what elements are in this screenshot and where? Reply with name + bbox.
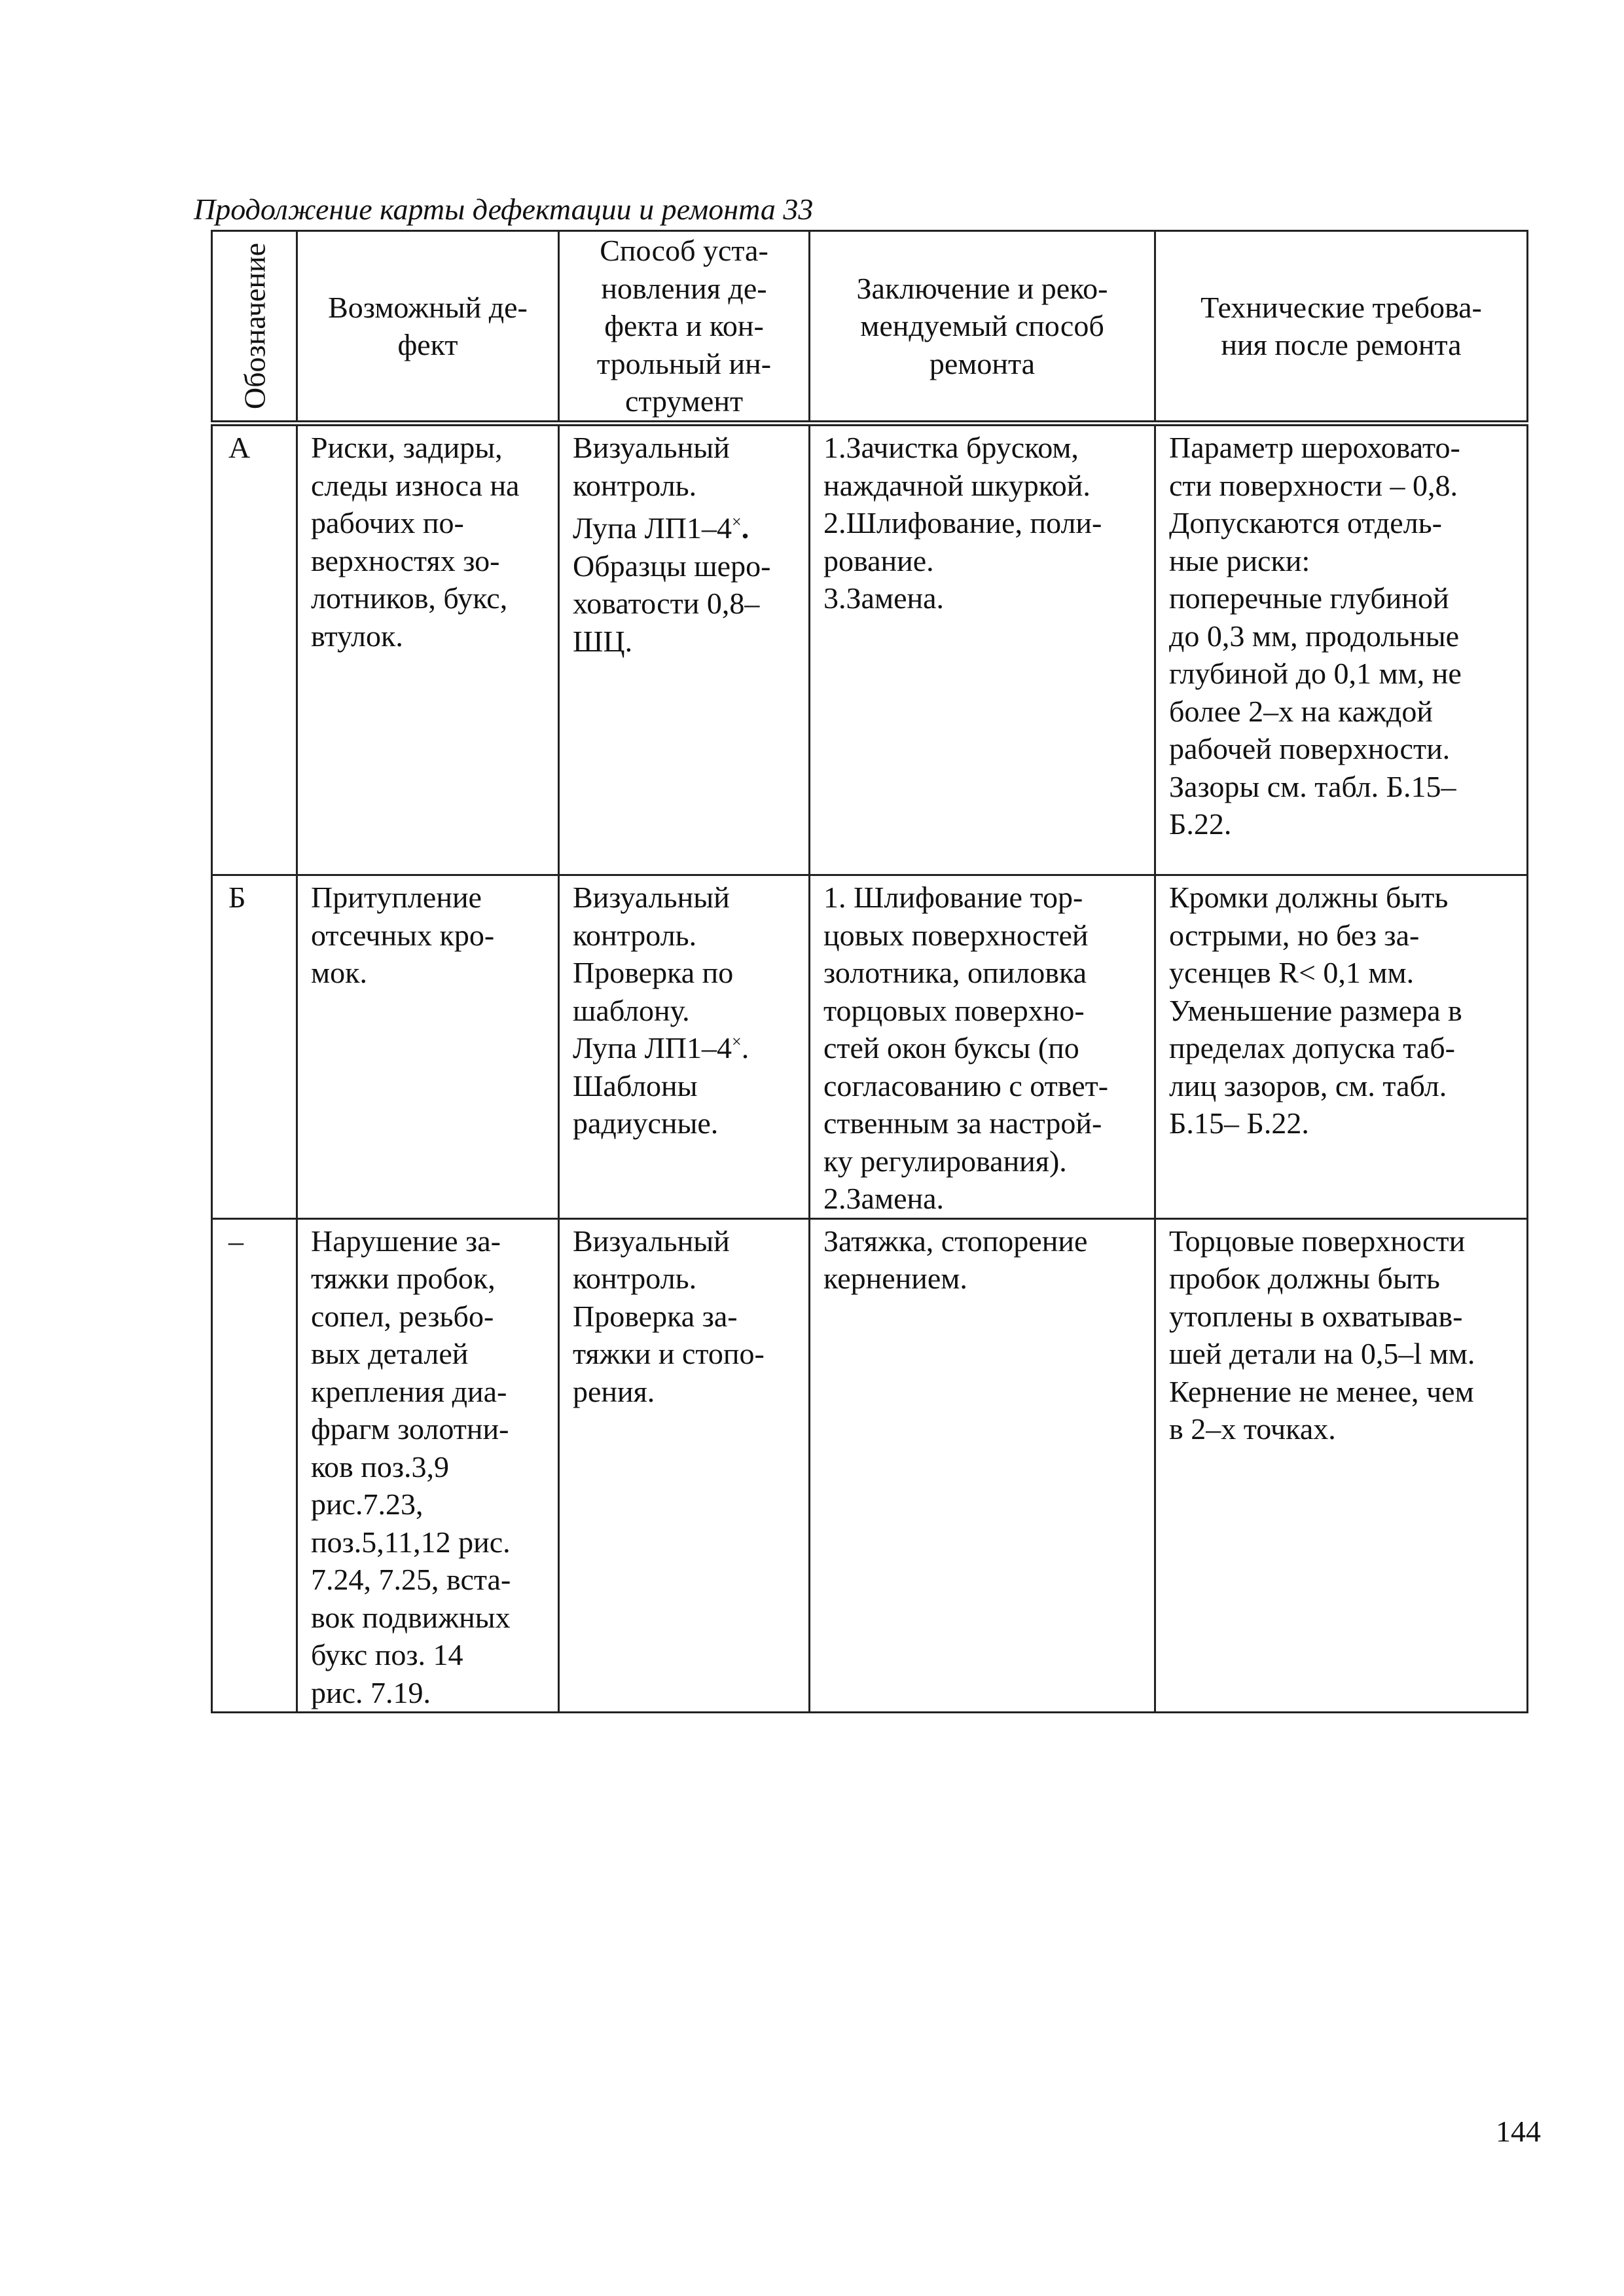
loupe-magnification: ×: [732, 512, 742, 532]
cell-line: букс поз. 14: [311, 1638, 463, 1671]
cell-defect: [297, 424, 559, 875]
cell-line: лотников, букс,: [311, 581, 508, 615]
table-header-row: [212, 231, 1528, 424]
cell-line: Параметр шероховато-: [1169, 431, 1460, 464]
cell-line: контроль.: [573, 468, 697, 502]
cell-defect: [297, 875, 559, 1219]
cell-line: рование.: [823, 543, 934, 577]
cell-conclusion: [810, 424, 1155, 875]
cell-requirements: [1155, 424, 1528, 875]
cell-line: Визуальный: [573, 881, 730, 914]
cell-line: втулок.: [311, 619, 403, 653]
cell-line: Образцы шеро-: [573, 549, 771, 583]
cell-line: крепления диа-: [311, 1374, 507, 1408]
header-line: фекта и кон-: [604, 309, 764, 343]
cell-line: 2.Замена.: [823, 1182, 945, 1215]
cell-line: фрагм золотни-: [311, 1412, 509, 1446]
header-defect: [297, 231, 559, 424]
cell-line: Уменьшение размера в: [1169, 993, 1462, 1027]
header-method: [559, 231, 810, 424]
cell-line: пробок должны быть: [1169, 1262, 1440, 1295]
cell-code: [212, 875, 297, 1219]
cell-line: Кромки должны быть: [1169, 881, 1449, 914]
cell-line: Визуальный: [573, 431, 730, 464]
cell-line: Притупление: [311, 881, 482, 914]
cell-line: Нарушение за-: [311, 1224, 501, 1258]
header-line: ния после ремонта: [1221, 328, 1462, 361]
cell-line: вых деталей: [311, 1337, 469, 1370]
header-line: Возможный де-: [328, 290, 528, 324]
cell-line: сопел, резьбо-: [311, 1299, 494, 1333]
header-line: Заключение и реко-: [856, 271, 1108, 305]
header-code-label: Обозначение: [237, 242, 271, 410]
row-code: А: [228, 431, 251, 464]
header-line: мендуемый способ: [860, 309, 1104, 343]
cell-line: ков поз.3,9: [311, 1449, 450, 1484]
cell-line: Проверка по: [573, 956, 734, 989]
cell-line: отсечных кро-: [311, 918, 495, 952]
cell-line: Визуальный: [573, 1224, 730, 1258]
cell-line: тяжки и стопо-: [573, 1337, 765, 1370]
cell-line: поз.5,11,12 рис.: [311, 1525, 511, 1559]
cell-line: утоплены в охватывав-: [1169, 1299, 1463, 1333]
cell-line: радиусные.: [573, 1106, 719, 1140]
cell-line: острыми, но без за-: [1169, 918, 1420, 952]
cell-line: следы износа на: [311, 468, 520, 502]
cell-line: ные риски:: [1169, 543, 1310, 577]
cell-line: 3.Замена.: [823, 581, 945, 615]
cell-line: рения.: [573, 1374, 655, 1408]
cell-line: 1. Шлифование тор-: [823, 881, 1083, 914]
cell-line: более 2–х на каждой: [1169, 694, 1433, 728]
cell-requirements: [1155, 1218, 1528, 1713]
header-conclusion: [810, 231, 1155, 424]
cell-requirements: [1155, 875, 1528, 1219]
cell-line: верхностях зо-: [311, 543, 500, 577]
loupe-end: .: [741, 511, 749, 545]
cell-line: Б.15– Б.22.: [1169, 1106, 1309, 1140]
cell-line: наждачной шкуркой.: [823, 468, 1091, 502]
cell-line: ственным за настрой-: [823, 1106, 1102, 1140]
cell-line: Б.22.: [1169, 807, 1232, 841]
cell-line: Зазоры см. табл. Б.15–: [1169, 769, 1456, 803]
cell-code: [212, 1218, 297, 1713]
cell-line: стей окон буксы (по: [823, 1031, 1079, 1065]
cell-line: усенцев R< 0,1 мм.: [1169, 956, 1415, 989]
cell-line-loupe: [573, 1029, 799, 1067]
loupe-end: .: [741, 1031, 749, 1065]
cell-line: цовых поверхностей: [823, 918, 1089, 952]
table-row: [212, 424, 1528, 875]
page-number: 144: [1496, 2115, 1541, 2148]
cell-method: [559, 875, 810, 1219]
cell-line: контроль.: [573, 1262, 697, 1295]
cell-line: Риски, задиры,: [311, 431, 503, 464]
cell-line: вок подвижных: [311, 1600, 511, 1634]
cell-method: [559, 1218, 810, 1713]
cell-line: шаблону.: [573, 993, 690, 1027]
row-code: Б: [228, 881, 246, 914]
loupe-text: Лупа ЛП1–4: [573, 1031, 732, 1065]
cell-line: тяжки пробок,: [311, 1262, 496, 1295]
cell-line: 7.24, 7.25, вста-: [311, 1563, 511, 1596]
cell-line: поперечные глубиной: [1169, 581, 1449, 615]
cell-line: рис.7.23,: [311, 1487, 424, 1521]
cell-line: ку регулирования).: [823, 1144, 1067, 1178]
cell-defect: [297, 1218, 559, 1713]
cell-line: шей детали на 0,5–l мм.: [1169, 1337, 1475, 1370]
header-line: струмент: [624, 384, 744, 418]
cell-line: сти поверхности – 0,8.: [1169, 468, 1458, 502]
header-line: трольный ин-: [596, 346, 772, 380]
cell-code: [212, 424, 297, 875]
cell-line: Затяжка, стопорение: [823, 1224, 1088, 1258]
header-line: Способ уста-: [600, 234, 768, 268]
cell-line: Кернение не менее, чем: [1169, 1374, 1474, 1408]
cell-line: в 2–х точках.: [1169, 1412, 1336, 1446]
cell-line: рабочей поверхности.: [1169, 732, 1451, 765]
header-line: фект: [397, 328, 458, 361]
cell-line: ШЦ.: [573, 624, 633, 658]
cell-line: 1.Зачистка бруском,: [823, 431, 1079, 464]
table-caption: Продолжение карты дефектации и ремонта 33: [194, 192, 814, 226]
cell-line: торцовых поверхно-: [823, 993, 1085, 1027]
cell-conclusion: [810, 1218, 1155, 1713]
header-code: [212, 231, 297, 424]
header-line: ремонта: [929, 346, 1036, 380]
table-row: [212, 875, 1528, 1219]
table-row: [212, 1218, 1528, 1713]
cell-line: лиц зазоров, см. табл.: [1169, 1068, 1447, 1102]
header-requirements: [1155, 231, 1528, 424]
cell-line: Проверка за-: [573, 1299, 738, 1333]
cell-line: пределах допуска таб-: [1169, 1031, 1455, 1065]
cell-line: Допускаются отдель-: [1169, 506, 1442, 539]
row-code: –: [228, 1224, 244, 1258]
cell-line: ховатости 0,8–: [573, 587, 760, 620]
cell-line: золотника, опиловка: [823, 956, 1087, 989]
header-line: новления де-: [601, 271, 767, 305]
defect-repair-table: [211, 230, 1528, 1713]
cell-line: глубиной до 0,1 мм, не: [1169, 657, 1462, 690]
cell-method: [559, 424, 810, 875]
cell-line: согласованию с ответ-: [823, 1068, 1109, 1102]
cell-line: до 0,3 мм, продольные: [1169, 619, 1460, 653]
loupe-magnification: ×: [732, 1032, 742, 1051]
cell-line: Торцовые поверхности: [1169, 1224, 1466, 1258]
cell-line: 2.Шлифование, поли-: [823, 506, 1102, 539]
cell-line: мок.: [311, 956, 367, 989]
cell-conclusion: [810, 875, 1155, 1219]
cell-line: Шаблоны: [573, 1068, 698, 1102]
cell-line: рабочих по-: [311, 506, 464, 539]
cell-line: контроль.: [573, 918, 697, 952]
header-line: Технические требова-: [1200, 290, 1482, 324]
cell-line-loupe: [573, 509, 799, 547]
cell-line: рис. 7.19.: [311, 1675, 431, 1709]
cell-line: кернением.: [823, 1262, 967, 1295]
loupe-text: Лупа ЛП1–4: [573, 511, 732, 545]
